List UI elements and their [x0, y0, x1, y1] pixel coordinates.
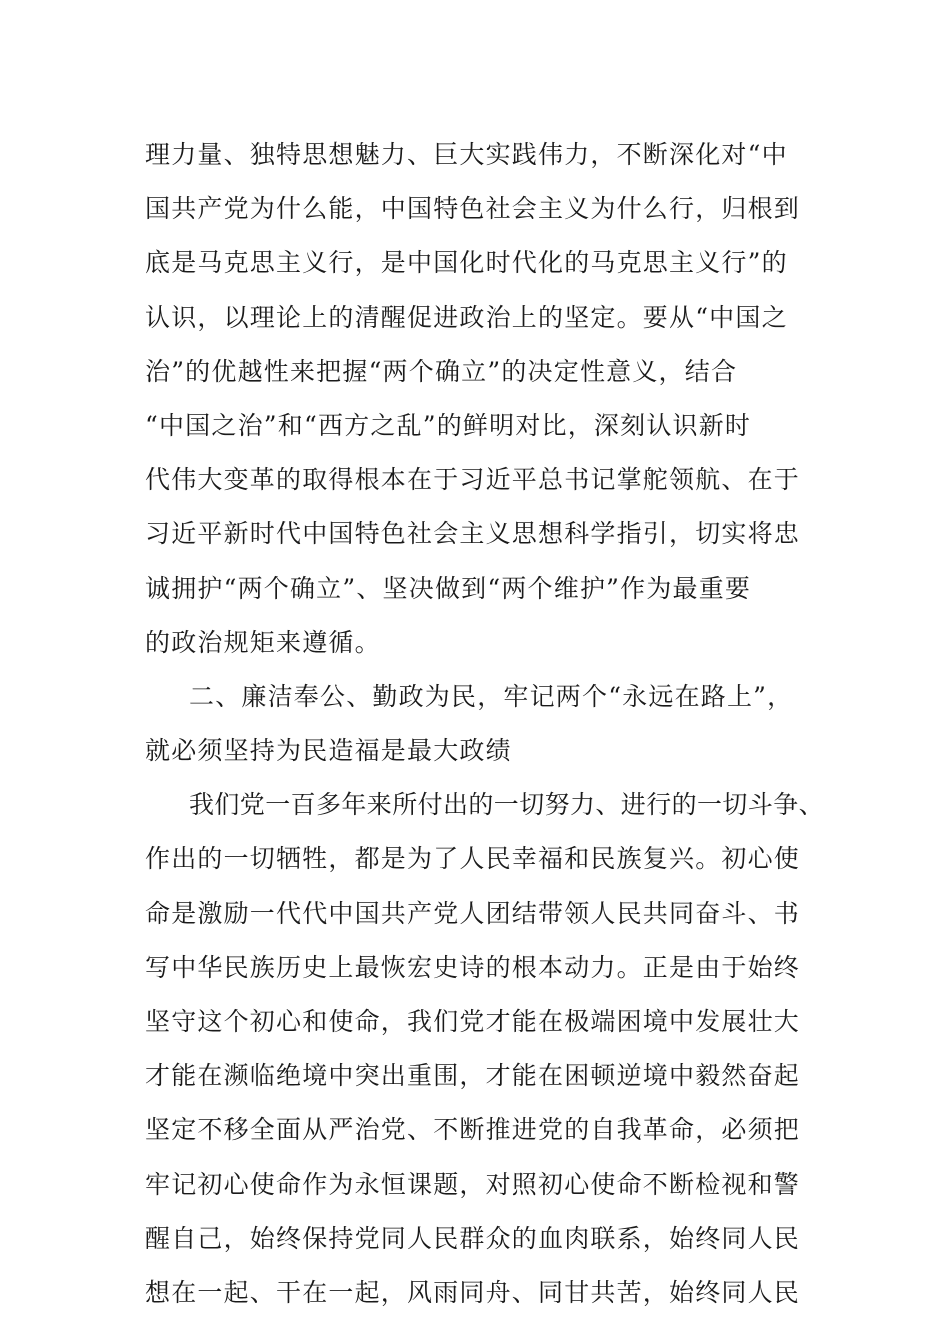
- text-line: “中国之治”和“西方之乱”的鲜明对比，深刻认识新时: [145, 410, 752, 440]
- text-line: 坚守这个初心和使命，我们党才能在极端困境中发展壮大: [145, 1007, 801, 1036]
- body-text: [145, 128, 825, 1320]
- text-line: 理力量、独特思想魅力、巨大实践伟力，不断深化对“中: [145, 140, 788, 169]
- text-line: 治”的优越性来把握“两个确立”的决定性意义，结合: [145, 356, 738, 386]
- text-line: 的政治规矩来遵循。: [145, 627, 381, 657]
- text-line: 诚拥护“两个确立”、坚决做到“两个维护”作为最重要: [145, 573, 752, 603]
- text-line: 醒自己，始终保持党同人民群众的血肉联系，始终同人民: [145, 1223, 801, 1253]
- text-line: 习近平新时代中国特色社会主义思想科学指引，切实将忠: [145, 519, 801, 549]
- section-heading-line: 二、廉洁奉公、勤政为民，牢记两个“永远在路上”，: [189, 681, 794, 711]
- text-line: 底是马克思主义行，是中国化时代化的马克思主义行”的: [145, 248, 788, 278]
- text-line: 命是激励一代代中国共产党人团结带领人民共同奋斗、书: [145, 898, 801, 928]
- text-line: 认识，以理论上的清醒促进政治上的坚定。要从“中国之: [145, 302, 788, 332]
- text-line: 我们党一百多年来所付出的一切努力、进行的一切斗争、: [189, 790, 825, 820]
- text-line: 代伟大变革的取得根本在于习近平总书记掌舵领航、在于: [145, 465, 801, 495]
- text-line: 才能在濒临绝境中突出重围，才能在困顿逆境中毅然奋起: [145, 1061, 801, 1091]
- text-line: 牢记初心使命作为永恒课题，对照初心使命不断检视和警: [145, 1169, 801, 1199]
- text-line: 坚定不移全面从严治党、不断推进党的自我革命，必须把: [145, 1115, 801, 1145]
- text-line: 国共产党为什么能，中国特色社会主义为什么行，归根到: [145, 194, 801, 224]
- text-line: 写中华民族历史上最恢宏史诗的根本动力。正是由于始终: [145, 952, 801, 982]
- text-line: 作出的一切牺牲，都是为了人民幸福和民族复兴。初心使: [145, 844, 801, 874]
- text-line: 想在一起、干在一起，风雨同舟、同甘共苦，始终同人民: [145, 1277, 801, 1307]
- section-heading-line: 就必须坚持为民造福是最大政绩: [145, 736, 512, 766]
